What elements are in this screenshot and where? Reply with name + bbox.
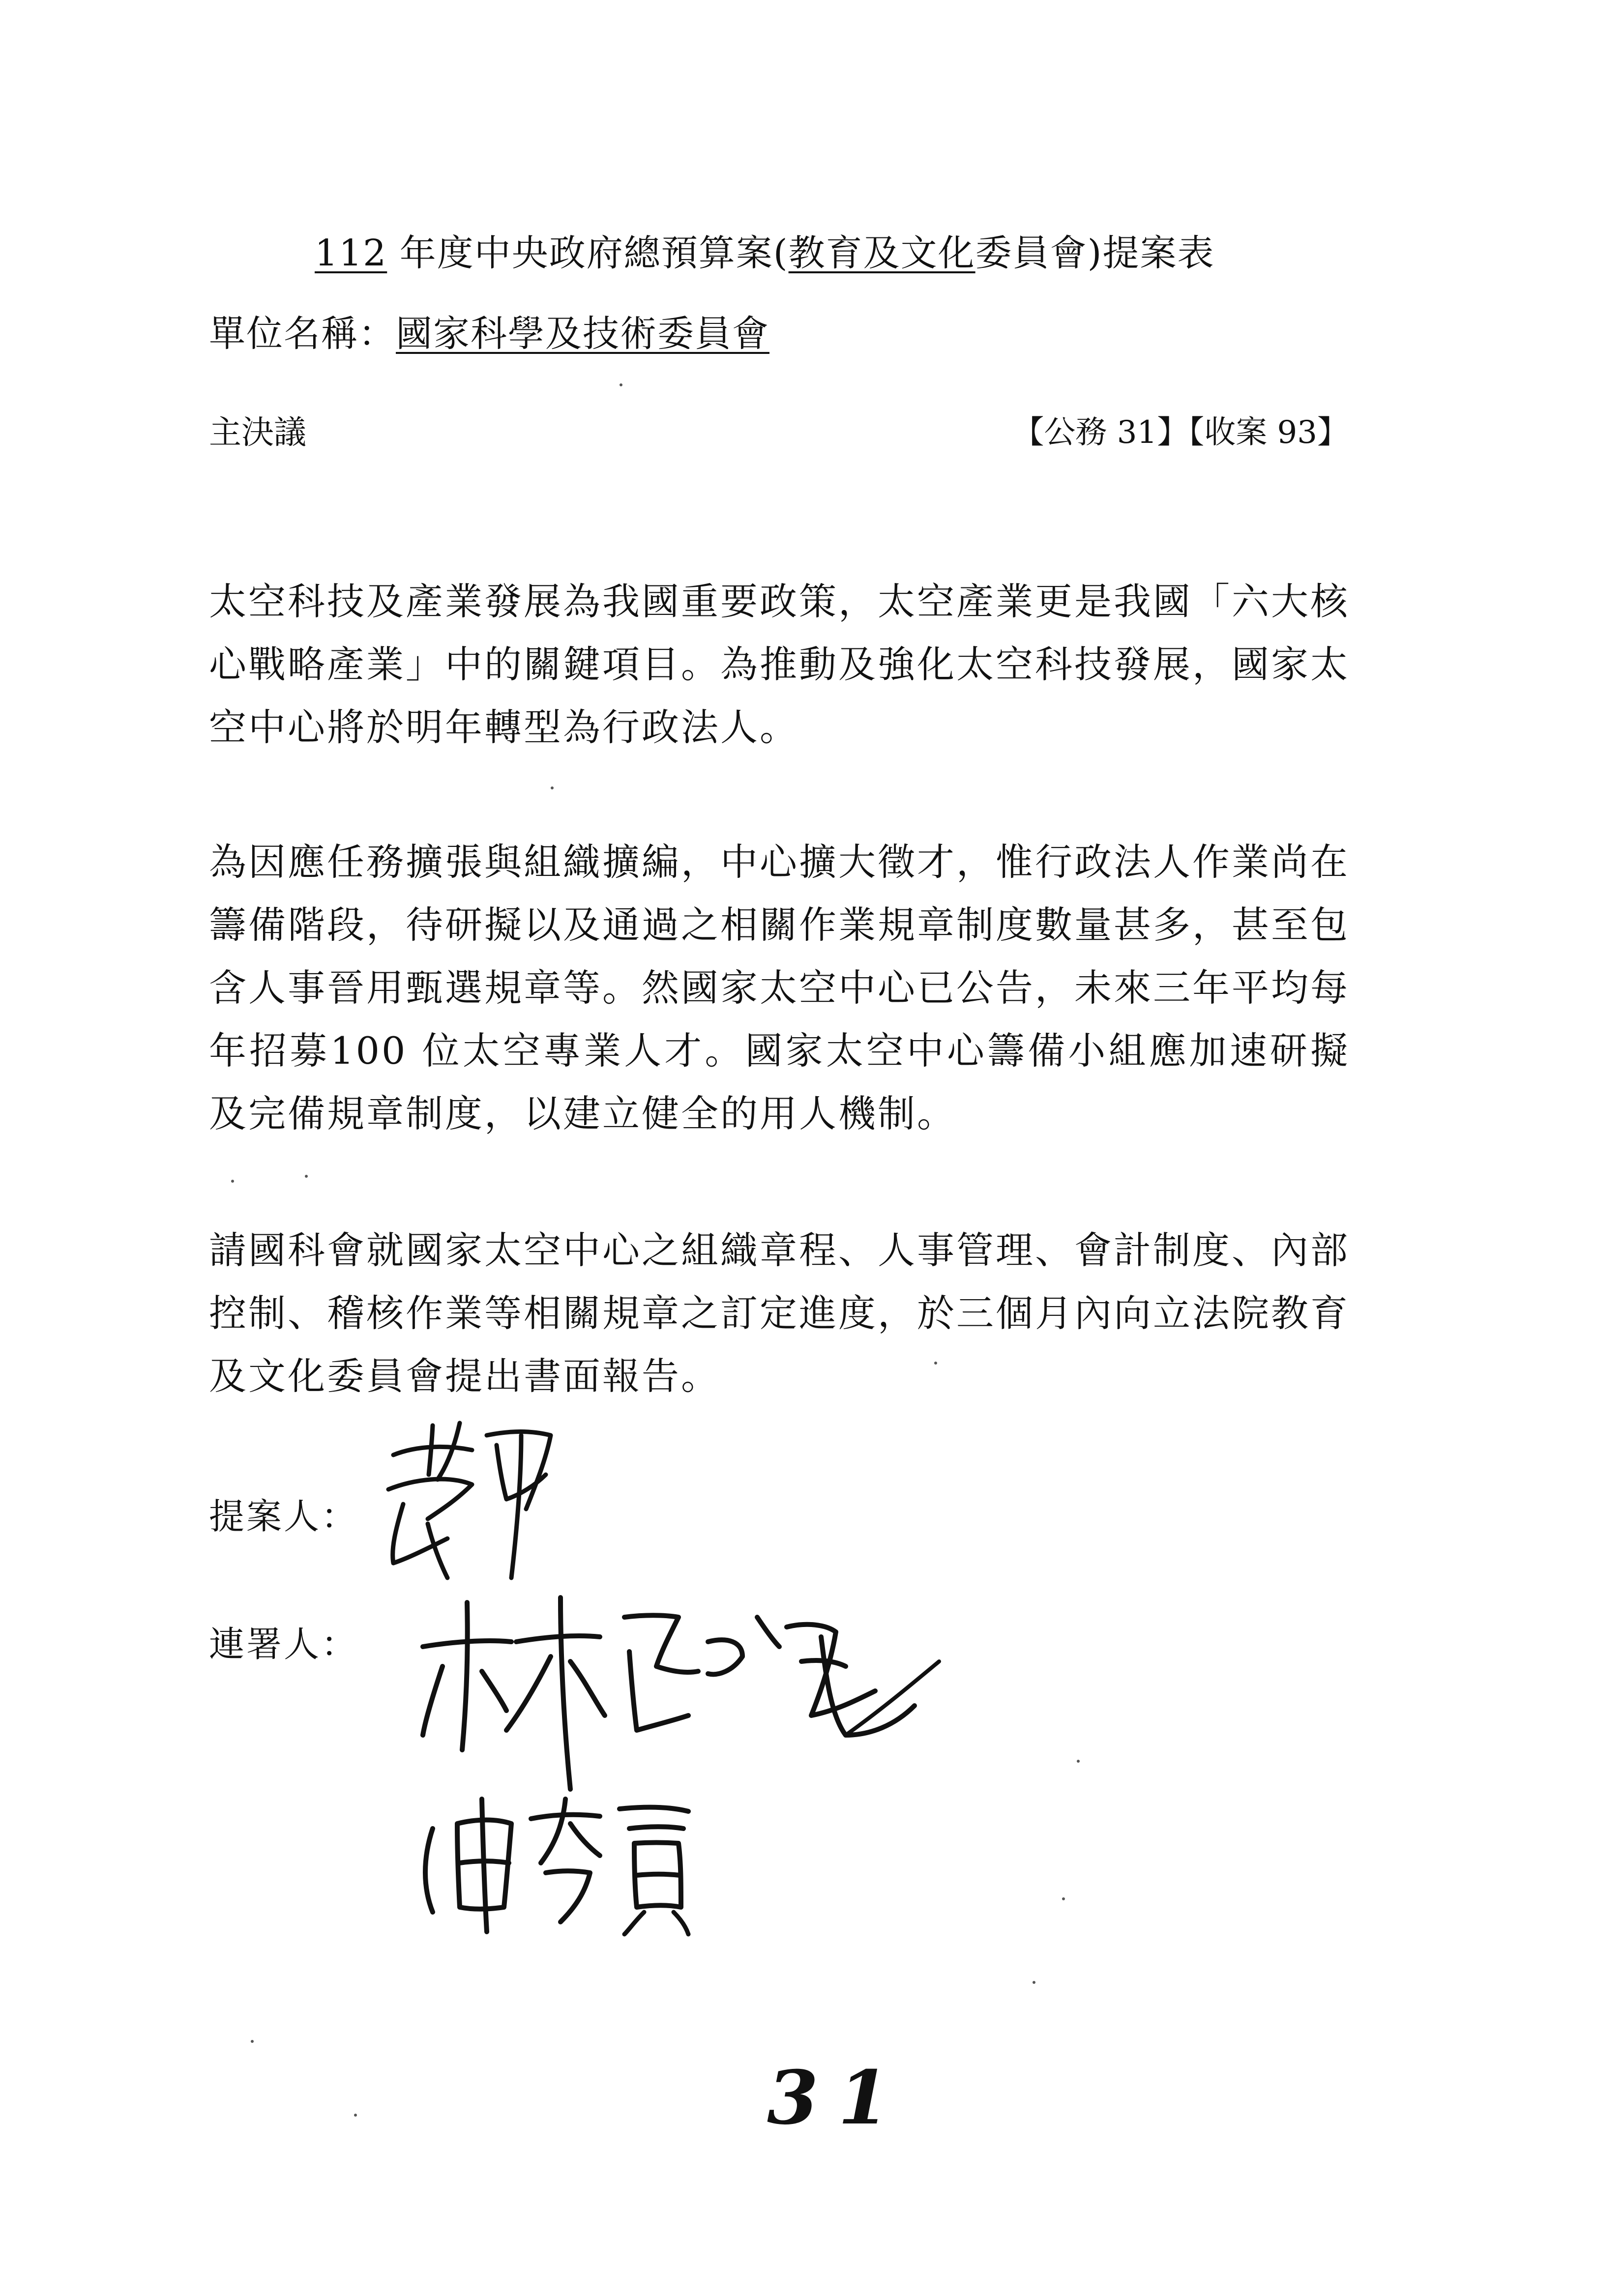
scan-speck [251, 2040, 254, 2043]
title-end: 委員會)提案表 [975, 232, 1215, 274]
scan-speck [1033, 1981, 1035, 1984]
scan-speck [551, 786, 554, 789]
resolution-label: 主決議 [209, 413, 306, 451]
proposer-label: 提案人： [209, 1496, 359, 1537]
unit-label: 單位名稱： [209, 313, 396, 355]
cosigner-label: 連署人： [209, 1624, 359, 1665]
scan-speck [1077, 1760, 1080, 1763]
reference-code: 【公務 31】【收案 93】 [1012, 414, 1349, 451]
cosigner-signature-2 [413, 1789, 728, 1937]
title-middle: 年度中央政府總預算案( [387, 232, 789, 274]
document-title [315, 231, 1215, 275]
scan-speck [620, 383, 622, 386]
scan-speck [354, 2114, 357, 2117]
scan-speck [934, 1362, 937, 1365]
paragraph-1: 太空科技及產業發展為我國重要政策，太空產業更是我國「六大核心戰略產業」中的關鍵項目。為推動及強化太空科技發展，國家太空中心將於明年轉型為行政法人。 [209, 580, 1350, 749]
scan-speck [231, 1180, 234, 1183]
cosigner-signature-1 [413, 1588, 944, 1794]
proposer-signature [374, 1416, 580, 1593]
page-number-text: 31 [767, 2055, 909, 2141]
unit-line [209, 312, 769, 356]
paragraph-3: 請國科會就國家太空中心之組織章程、人事管理、會計制度、內部控制、稽核作業等相關規章之訂定進度，於三個月內向立法院教育及文化委員會提出書面報告。 [209, 1228, 1350, 1398]
page-number [767, 2055, 909, 2141]
paragraph-2: 為因應任務擴張與組織擴編，中心擴大徵才，惟行政法人作業尚在籌備階段，待研擬以及通過之相關作業規章制度數量甚多，甚至包含人事晉用甄選規章等。然國家太空中心已公告，未來三年平均每年招募100 位太空專業人才。國家太空中心籌備小組應加速研擬及完備規章制度，以建立健全的用人機制。 [209, 840, 1350, 1135]
title-year: 112 [315, 232, 387, 274]
unit-name: 國家科學及技術委員會 [396, 313, 769, 355]
scan-speck [305, 1175, 308, 1178]
scan-speck [1062, 1897, 1065, 1900]
title-committee: 教育及文化 [788, 232, 975, 274]
